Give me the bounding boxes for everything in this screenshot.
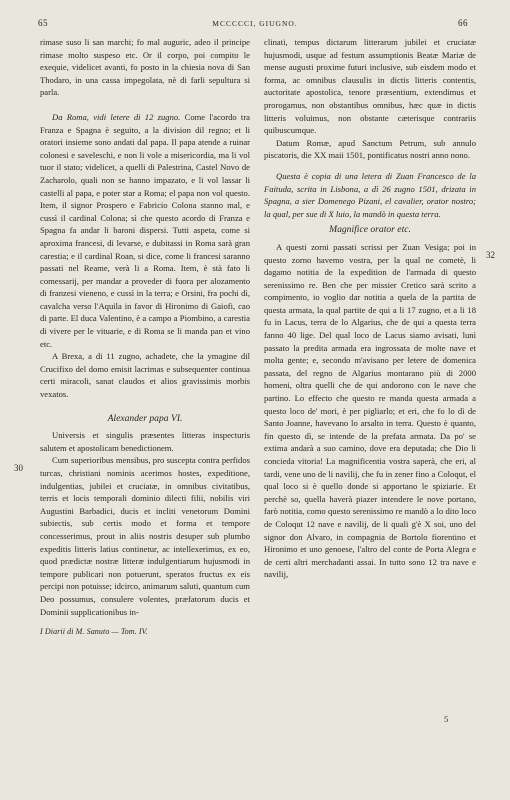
right-column <box>264 36 476 581</box>
left-paragraph-brexa: A Brexa, a di 11 zugno, achadete, che la ymagine dil Crucifixo del domo emisit lacrimas e subsequenter continua certi miracoli, sanat claudos et alios gravissimis morbis vexatos. <box>40 351 250 400</box>
left-column <box>40 36 250 639</box>
right-paragraph-1: clinati, tempus dictarum litterarum jubilei et cruciatæ hujusmodi, usque ad festum assumptionis Beatæ Mariæ de mense augusti proxime futuri inclusive, sub eisdem modo et forma, ac omnibus clausulis in dictis litteris contentis, auctoritate apostolica, tenore præsentium, extendimus et prorogamus, non obstantibus omnibus, hæc quæ in dictis litteris voluimus, non obstante cæterisque contrariis quibuscumque. <box>264 37 476 136</box>
right-paragraph-letter-body: A questi zorni passati scrissi per Zuan Vesiga; poi in questo zorno havemo vostra, per la qual ne cometè, li dagamo notitia de la expedition de l'armada di questo serenissimo re. Ben che per missier Cretico sarà scrito a compimento, io voglio dar notitia a quela de la partita de questa armata, la qual partite de qui a li 17 zugno, et a li 18 fu in Lacus, terra de lo Algarius, che de qui a questa terra fanno 40 lige. Del qual loco de Lacus siamo avisati, lunì passato la predita armada era ingrossata de molte nave et molta gente; e, secondo m'avisano per letere de domenica passata, del regno de Algarius montarano più di 2000 homeni, oltra quelli che de qui andorono con le nave che partino. Lo effecto che questo re manda questa armada a questo loco de' mori, è per pigliarlo; et eri, che fo lo dì de Santo Joanne, havevano lo arsalto in terra. Questo è quanto, fin questo dì, se intende de la prefata armata. Da po' se extima andarà a suo camino, dove era deputada; che Dio li concieda vitoria! La magnificentia vostra saperà, che eri, al tardi, vene uno de li navilij, che fu in zener fino a Coloqut, el qual loco si è quello donde si apportano le spiziarie. Et perchè so, quella haverà piazer intendere le nove portano, farò notitia, como questo serenissimo re mandò a lo dito loco de Coloqut 12 nave e navilij, de li quali g'è X soi, uno del signor don Alvaro, in compagnia de Bortolo fiorentino et Hironimo et uno genoese, l'altro del conte de Porta Alegra e de certi altri merchadanti assai. In tutto sono 12 tra nave e navilij, <box>264 241 476 580</box>
right-margin-number: 32 <box>486 250 495 260</box>
running-head: MCCCCCI, GIUGNO. <box>212 19 298 28</box>
section-title-magnifice: Magnifice orator etc. <box>329 224 411 236</box>
left-paragraph-rome <box>40 111 250 350</box>
rome-letter-body: Come l'acordo tra Franza e Spagna è seguito, a la division dil regno; et li oratori insieme sono andati dal papa. Il papa atende a ruinar colonesi e saveleschi, e non li vole a misericordia, ma li vol tuor il stato; videlicet, a quelli di Palestrina, Castel Novo de Zacharolo, quali non se hanno impazato, e li vol lassar li castelli al papa, e poter star a Roma; el papa non vol questo. Item, il signor Prospero e Fabricio Colona stanno mal, e cussì il cardinal Colona; sì che questo acordo di Franza e Spagna fa andar li baroni dispersi. Tutti aspeta, come si aproxima francesi, di levarse, e dubitassi in Roma sarà gran carestia; e il cardinal Roan, si dice, come li francesi saranno passati nel Reame, verà li a Roma. Item, è stà fato li comessarij, per mandar a proveder di fuora per alozamento di franzesi vieneno, e cussì in la terra; e Orsini, fra pochi dì, cavalcha verso l'Aquila in favor di Hironimo di Gaiofi, cao di parte. El duca Valentino, è a campo a Piombino, a carestia di vivere per le vituarie, e di Roma se li manda pan et vino etc. <box>40 111 250 349</box>
right-paragraph-letter-intro: Questa è copia di una letera di Zuan Francesco de la Faituda, scrita in Lisbona, a dì 26 zugno 1501, drizata in Spagna, a sier Domenego Pizani, el cavalier, orator nostro; la qual, per sue di X luio, la mandò in questa terra. <box>264 170 476 219</box>
right-page-number: 66 <box>458 18 468 28</box>
left-paragraph-universis: Universis et singulis præsentes litteras inspecturis salutem et apostolicam benedictionem. <box>40 430 250 453</box>
section-title-alexander: Alexander papa VI. <box>107 412 183 424</box>
footnote: I Diarii di M. Sanuto — Tom. IV. <box>40 627 148 637</box>
right-paragraph-datum: Datum Romæ, apud Sanctum Petrum, sub annulo piscatoris, die XX maii 1501, pontificatus nostri anno nono. <box>264 137 476 161</box>
rome-letter-lead: Da Roma, vidi letere di 12 zugno. <box>52 111 181 122</box>
signature-mark: 5 <box>444 714 449 724</box>
left-paragraph-cum: Cum superioribus mensibus, pro suscepta contra perfidos turcas, christiani nominis acerimos hostes, expeditione, indulgentias, jubilei et cruciatæ, in omnibus civitatibus, terris et locis temporali dominio dilecti filii, nobilis viri Augustini Barbadici, ducis et incliti venetorum Domini subiectis, sub certis modo et forma et tempore concesserimus, prout in aliis nostris desuper sub plumbo expeditis litteris latius continetur, ac intellexerimus, ex eo, quod prædictæ nostræ litteræ indulgentiarum hujusmodi in tempore publicari non potuerunt, speratos fructus ex eis percipi non potuisse; idcirco, animarum saluti, quantum cum Deo possumus, consulere volentes, præfatorum ducis et Dominii supplicationibus in- <box>40 455 250 617</box>
left-margin-number: 30 <box>14 463 23 473</box>
left-paragraph-1: rimase suso li san marchi; fo mal auguric, adeo il principe rimase molto suspeso etc. Or il corpo, poi compito le exequie, videlicet avanti, fo posto in la chiesia nova di San Thodaro, in una cassa impegolata, nè di farli sepultura si parla. <box>40 37 250 98</box>
left-page-number: 65 <box>38 18 48 28</box>
